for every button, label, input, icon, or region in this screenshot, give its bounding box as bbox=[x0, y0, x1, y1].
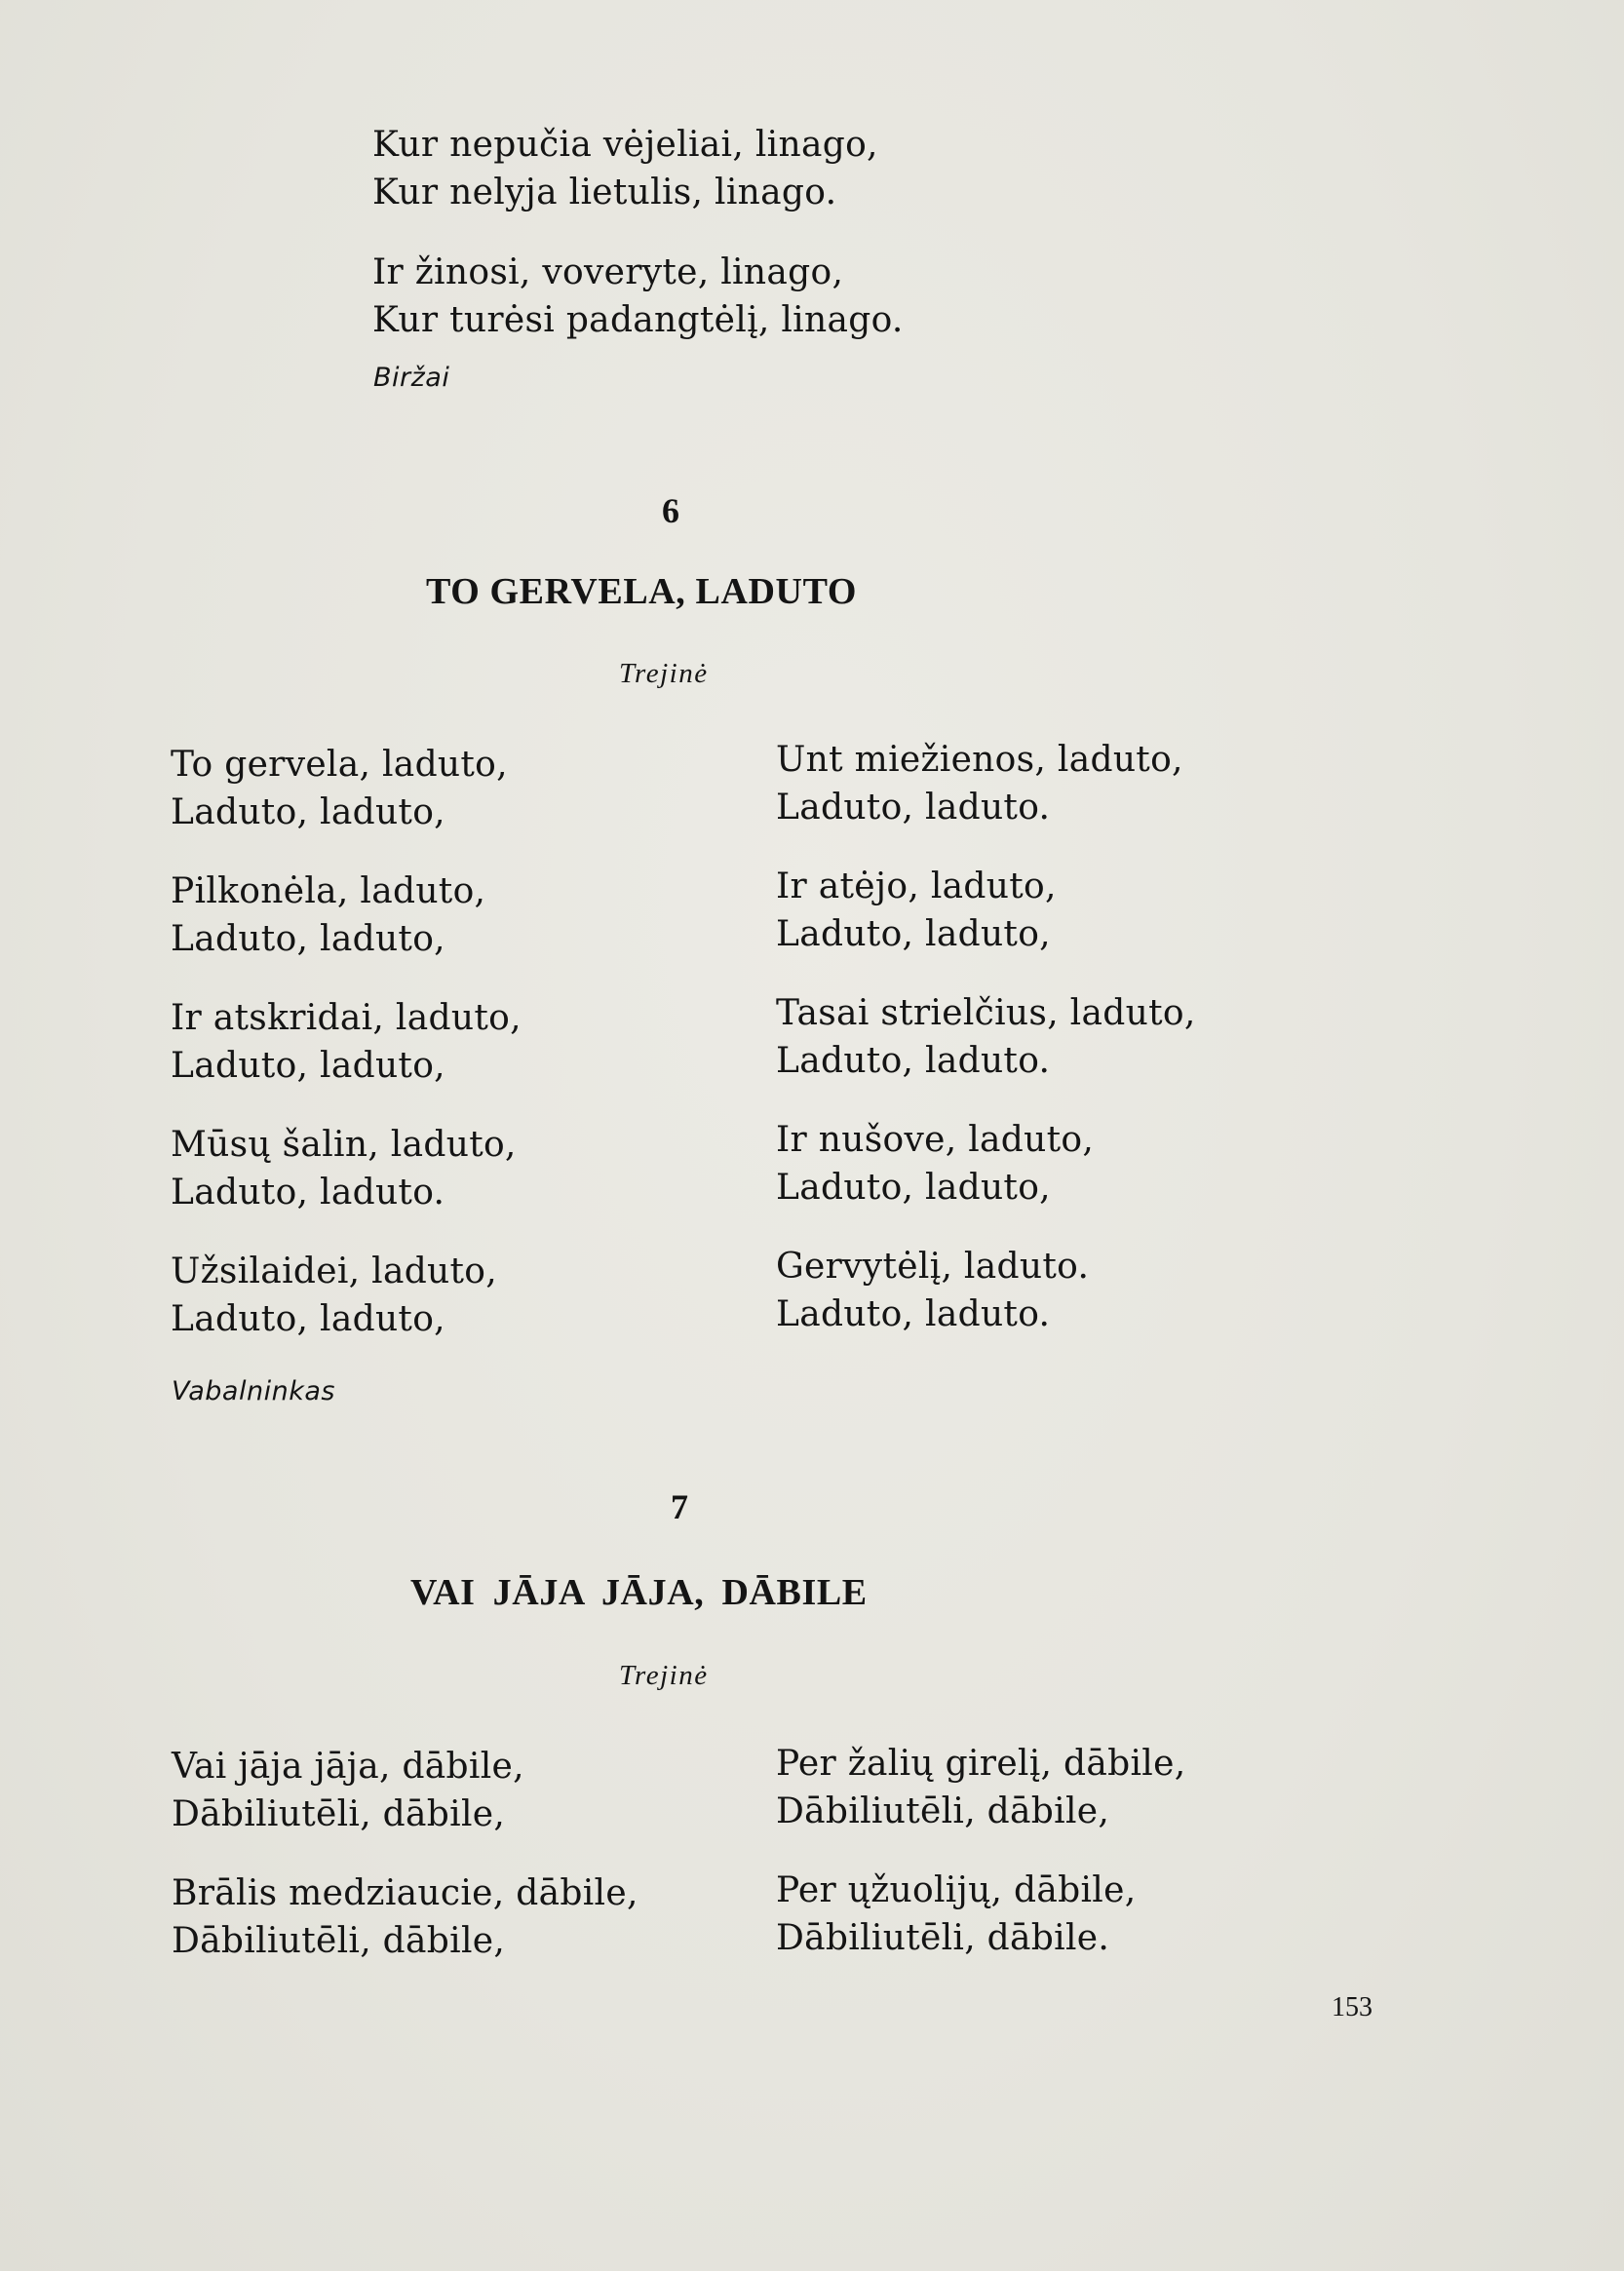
verse-line: Laduto, laduto, bbox=[776, 1168, 1051, 1208]
song-6-right-column bbox=[776, 736, 1196, 1338]
stanza bbox=[171, 994, 522, 1090]
stanza bbox=[171, 1248, 522, 1343]
verse-line: Laduto, laduto, bbox=[171, 1046, 445, 1086]
verse-line: Laduto, laduto. bbox=[776, 1041, 1051, 1081]
song-7-left-column bbox=[172, 1743, 638, 1965]
verse-line: Ir atskridai, laduto, bbox=[171, 998, 522, 1038]
song-7-right-column bbox=[776, 1740, 1185, 1962]
verse-line: Dābiliutēli, dābile, bbox=[172, 1794, 506, 1834]
stanza bbox=[171, 741, 522, 836]
verse-line: Dābiliutēli, dābile. bbox=[776, 1918, 1110, 1958]
verse-line: Gervytėlį, laduto. bbox=[776, 1247, 1090, 1287]
page-number: 153 bbox=[1332, 1992, 1373, 2022]
verse-line: Mūsų šalin, laduto, bbox=[171, 1125, 517, 1165]
stanza bbox=[776, 863, 1196, 958]
stanza bbox=[776, 1116, 1196, 1212]
verse-line: Per žalių girelį, dābile, bbox=[776, 1744, 1186, 1784]
verse-line: Ir nušove, laduto, bbox=[776, 1120, 1095, 1160]
stanza bbox=[172, 1869, 638, 1965]
verse-line: To gervela, laduto, bbox=[171, 745, 508, 785]
song-6-number: 6 bbox=[662, 491, 679, 530]
verse-line: Užsilaidei, laduto, bbox=[171, 1251, 498, 1291]
stanza bbox=[171, 867, 522, 963]
stanza bbox=[776, 989, 1196, 1085]
verse-line: Laduto, laduto. bbox=[171, 1173, 445, 1212]
song-6-left-column bbox=[171, 741, 522, 1343]
song-7-subtitle: Trejinė bbox=[619, 1660, 709, 1691]
stanza bbox=[172, 1743, 638, 1838]
stanza bbox=[171, 1121, 522, 1216]
verse-line: Per ųžuolijų, dābile, bbox=[776, 1870, 1137, 1910]
stanza bbox=[776, 1740, 1185, 1835]
verse-line: Laduto, laduto, bbox=[171, 792, 445, 832]
verse-line: Laduto, laduto, bbox=[171, 919, 445, 959]
verse-line: Kur turėsi padangtėlį, linago. bbox=[372, 300, 904, 340]
top-stanza-2 bbox=[372, 249, 904, 344]
verse-line: Unt miežienos, laduto, bbox=[776, 740, 1183, 780]
place-label-birzai: Biržai bbox=[373, 363, 450, 393]
verse-line: Brālis medziaucie, dābile, bbox=[172, 1873, 638, 1913]
stanza bbox=[776, 1867, 1185, 1962]
song-6-title: TO GERVELA, LADUTO bbox=[426, 571, 857, 612]
stanza bbox=[776, 1243, 1196, 1338]
verse-line: Dābiliutēli, dābile, bbox=[776, 1791, 1110, 1831]
verse-line: Laduto, laduto. bbox=[776, 1294, 1051, 1334]
verse-line: Laduto, laduto, bbox=[171, 1299, 445, 1339]
song-7-title: VAI JĀJA JĀJA, DĀBILE bbox=[410, 1572, 868, 1613]
verse-line: Pilkonėla, laduto, bbox=[171, 871, 486, 911]
verse-line: Ir atėjo, laduto, bbox=[776, 866, 1057, 906]
verse-line: Tasai strielčius, laduto, bbox=[776, 993, 1196, 1033]
verse-line: Kur nelyja lietulis, linago. bbox=[372, 173, 837, 212]
top-fragment bbox=[372, 121, 904, 344]
verse-line: Laduto, laduto, bbox=[776, 914, 1051, 954]
verse-line: Kur nepučia vėjeliai, linago, bbox=[372, 125, 878, 165]
verse-line: Vai jāja jāja, dābile, bbox=[172, 1747, 524, 1787]
verse-line: Dābiliutēli, dābile, bbox=[172, 1921, 506, 1961]
song-7-number: 7 bbox=[671, 1487, 688, 1526]
top-stanza-1 bbox=[372, 121, 904, 216]
place-label-vabalninkas: Vabalninkas bbox=[172, 1376, 335, 1406]
verse-line: Laduto, laduto. bbox=[776, 788, 1051, 828]
stanza bbox=[776, 736, 1196, 831]
verse-line: Ir žinosi, voveryte, linago, bbox=[372, 252, 844, 292]
song-6-subtitle: Trejinė bbox=[619, 658, 709, 689]
